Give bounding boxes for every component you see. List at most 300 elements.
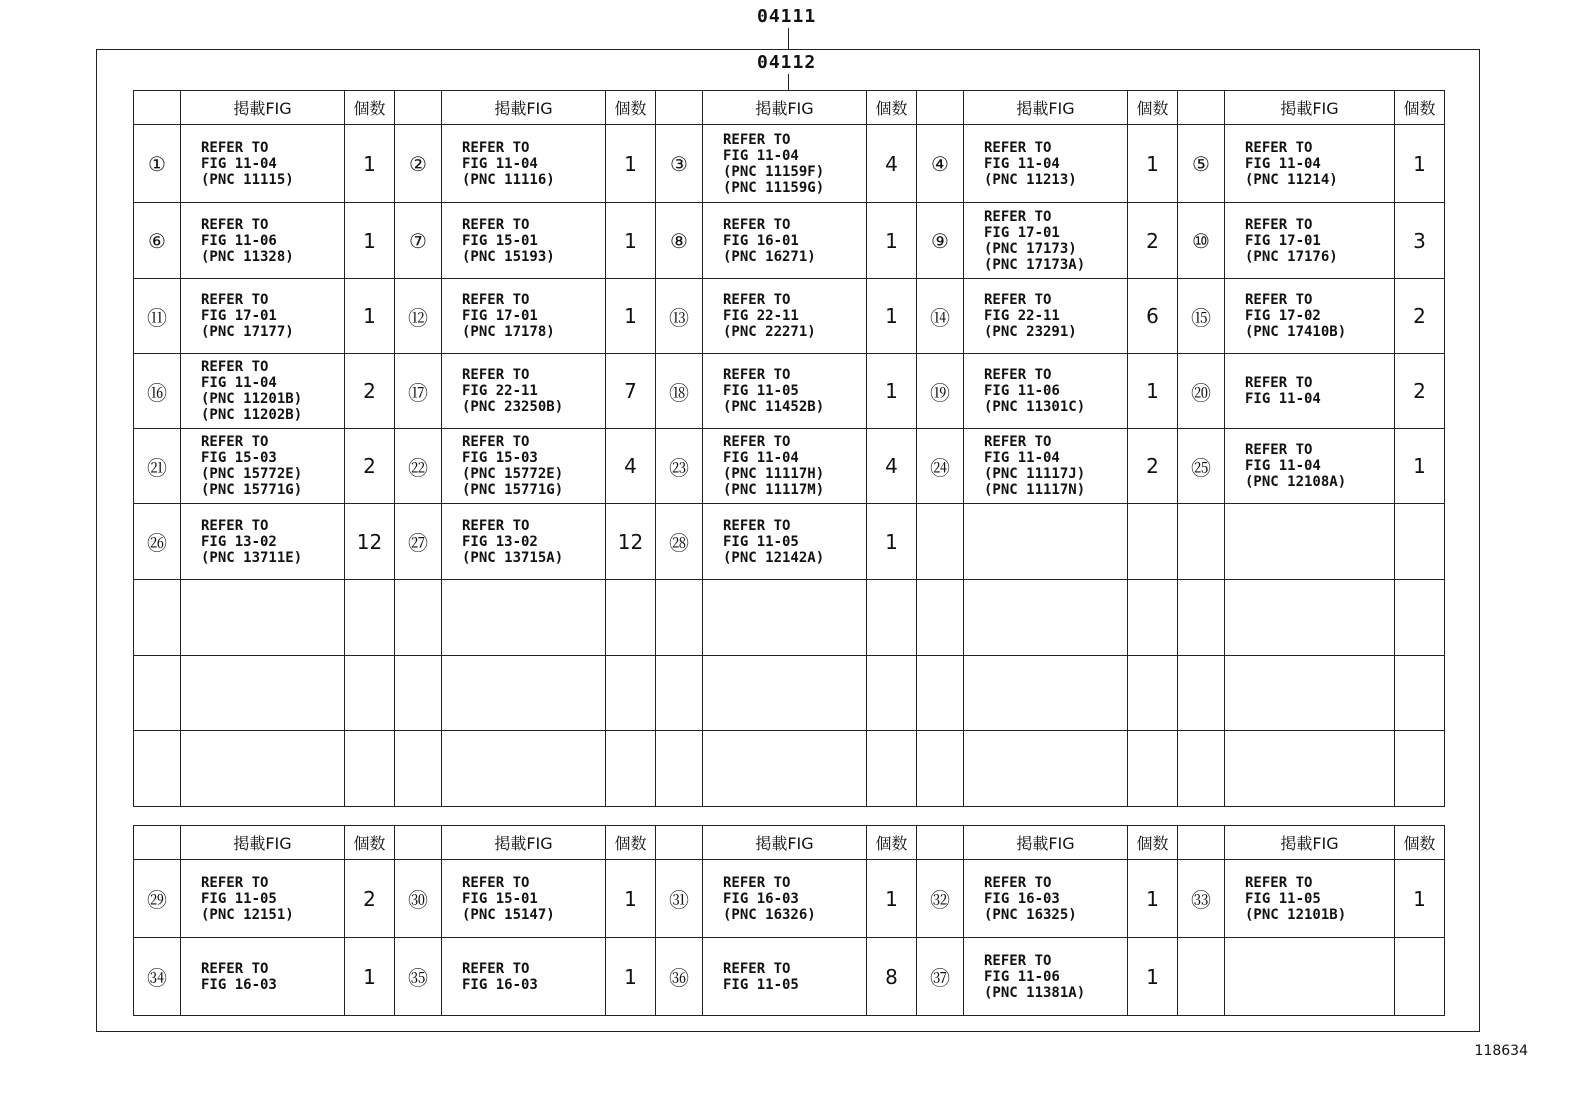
item-index: ①	[134, 125, 181, 203]
item-index	[134, 580, 181, 656]
fig-reference-line: REFER TO	[462, 874, 530, 891]
item-index: ⑫	[395, 279, 442, 354]
table-row	[134, 731, 1445, 807]
item-quantity: 1	[1128, 938, 1178, 1016]
item-index: ㉙	[134, 860, 181, 938]
header-fig: 掲載FIG	[964, 826, 1128, 860]
fig-reference	[703, 860, 867, 938]
item-quantity	[606, 656, 656, 731]
item-quantity	[345, 731, 395, 807]
item-quantity: 2	[1395, 279, 1445, 354]
fig-reference-line: FIG 11-06	[201, 232, 277, 249]
fig-reference	[181, 429, 345, 504]
item-index	[134, 656, 181, 731]
fig-reference	[1225, 354, 1395, 429]
fig-reference-line: FIG 11-06	[984, 383, 1060, 399]
item-index	[1178, 656, 1225, 731]
header-index-blank	[1178, 826, 1225, 860]
header-fig: 掲載FIG	[442, 91, 606, 125]
fig-reference-line: REFER TO	[201, 139, 269, 156]
fig-reference-line: FIG 11-04	[1245, 391, 1321, 407]
item-index	[917, 580, 964, 656]
fig-reference-line: REFER TO	[462, 517, 530, 534]
fig-reference-line: REFER TO	[984, 367, 1052, 383]
item-quantity	[1395, 504, 1445, 580]
header-index-blank	[395, 91, 442, 125]
outer-code-leader	[788, 28, 789, 49]
fig-reference	[1225, 860, 1395, 938]
fig-reference-line: FIG 17-01	[1245, 232, 1321, 249]
item-index: ㉑	[134, 429, 181, 504]
item-index: ⑥	[134, 203, 181, 279]
fig-reference	[181, 125, 345, 203]
item-index: ㉚	[395, 860, 442, 938]
fig-reference-line: REFER TO	[984, 952, 1052, 969]
fig-reference-line: FIG 22-11	[723, 308, 799, 324]
item-index	[1178, 580, 1225, 656]
fig-reference	[181, 731, 345, 807]
fig-reference-line: REFER TO	[723, 216, 791, 233]
fig-reference-line: REFER TO	[201, 216, 269, 233]
fig-reference-line: REFER TO	[201, 434, 269, 450]
fig-reference	[703, 731, 867, 807]
item-index: ㉕	[1178, 429, 1225, 504]
fig-reference	[442, 203, 606, 279]
fig-reference	[1225, 656, 1395, 731]
fig-reference-line: (PNC 23291)	[984, 324, 1077, 340]
fig-reference-line: FIG 11-05	[201, 890, 277, 907]
header-index-blank	[917, 826, 964, 860]
item-index: ⑨	[917, 203, 964, 279]
fig-reference	[703, 203, 867, 279]
fig-reference	[442, 125, 606, 203]
item-index: ㉛	[656, 860, 703, 938]
item-index: ㊲	[917, 938, 964, 1016]
fig-reference-line: REFER TO	[1245, 442, 1313, 458]
item-quantity: 4	[606, 429, 656, 504]
item-index: ④	[917, 125, 964, 203]
item-quantity: 1	[867, 279, 917, 354]
item-index	[656, 656, 703, 731]
item-quantity: 1	[867, 504, 917, 580]
item-index	[1178, 731, 1225, 807]
fig-reference	[181, 580, 345, 656]
item-index: ⑧	[656, 203, 703, 279]
fig-reference-line: (PNC 11301C)	[984, 399, 1086, 415]
item-index: ㉗	[395, 504, 442, 580]
item-quantity: 1	[345, 938, 395, 1016]
parts-table-lower	[133, 825, 1445, 1016]
fig-reference	[1225, 731, 1395, 807]
fig-reference-line: REFER TO	[201, 517, 269, 534]
fig-reference-line: FIG 16-03	[723, 890, 799, 907]
item-quantity	[1395, 731, 1445, 807]
fig-reference-line: REFER TO	[984, 139, 1052, 156]
parts-table-main	[133, 90, 1445, 807]
item-index: ㉞	[134, 938, 181, 1016]
fig-reference	[703, 504, 867, 580]
fig-reference	[442, 656, 606, 731]
item-quantity: 8	[867, 938, 917, 1016]
item-quantity	[1128, 731, 1178, 807]
fig-reference	[1225, 125, 1395, 203]
table-row	[134, 656, 1445, 731]
fig-reference-line: FIG 11-04	[201, 155, 277, 172]
item-quantity	[867, 580, 917, 656]
fig-reference-line: REFER TO	[984, 434, 1052, 450]
fig-reference-line: FIG 15-01	[462, 232, 538, 249]
fig-reference-line: FIG 11-04	[723, 147, 799, 164]
item-quantity: 2	[345, 429, 395, 504]
item-index: ⑳	[1178, 354, 1225, 429]
fig-reference-line: FIG 22-11	[462, 383, 538, 399]
item-index: ⑩	[1178, 203, 1225, 279]
header-fig: 掲載FIG	[181, 826, 345, 860]
fig-reference-line: FIG 11-05	[723, 976, 799, 993]
item-index	[917, 656, 964, 731]
fig-reference-line: FIG 16-01	[723, 232, 799, 249]
fig-reference	[181, 656, 345, 731]
item-quantity: 1	[1395, 429, 1445, 504]
item-index: ㉓	[656, 429, 703, 504]
item-index	[395, 580, 442, 656]
fig-reference-line: FIG 16-03	[201, 976, 277, 993]
inner-code-label: 04112	[757, 52, 817, 73]
fig-reference	[964, 938, 1128, 1016]
header-index-blank	[656, 91, 703, 125]
fig-reference	[1225, 429, 1395, 504]
fig-reference	[964, 125, 1128, 203]
item-index: ③	[656, 125, 703, 203]
fig-reference	[703, 656, 867, 731]
fig-reference-line: REFER TO	[462, 367, 530, 383]
header-fig: 掲載FIG	[1225, 91, 1395, 125]
fig-reference-line: REFER TO	[723, 874, 791, 891]
fig-reference	[181, 504, 345, 580]
header-index-blank	[656, 826, 703, 860]
item-index: ㉔	[917, 429, 964, 504]
fig-reference	[703, 938, 867, 1016]
item-quantity: 1	[345, 203, 395, 279]
fig-reference-line: (PNC 17178)	[462, 324, 555, 340]
header-qty: 個数	[1128, 826, 1178, 860]
fig-reference-line: REFER TO	[1245, 874, 1313, 891]
fig-reference-line: FIG 13-02	[201, 533, 277, 550]
item-quantity: 1	[606, 938, 656, 1016]
fig-reference	[964, 429, 1128, 504]
item-quantity: 1	[867, 860, 917, 938]
item-quantity: 12	[345, 504, 395, 580]
item-quantity: 2	[1395, 354, 1445, 429]
item-quantity: 1	[345, 279, 395, 354]
item-index	[917, 731, 964, 807]
table-row	[134, 354, 1445, 429]
fig-reference-line: (PNC 11117H)	[723, 466, 825, 482]
fig-reference-line: FIG 13-02	[462, 533, 538, 550]
item-quantity	[1128, 580, 1178, 656]
fig-reference-line: REFER TO	[201, 359, 269, 375]
fig-reference-line: REFER TO	[723, 434, 791, 450]
item-quantity	[1395, 938, 1445, 1016]
fig-reference	[1225, 580, 1395, 656]
header-qty: 個数	[345, 826, 395, 860]
header-index-blank	[134, 91, 181, 125]
item-index: ②	[395, 125, 442, 203]
fig-reference	[442, 860, 606, 938]
table-row	[134, 504, 1445, 580]
fig-reference-line: (PNC 12101B)	[1245, 906, 1347, 923]
fig-reference-line: (PNC 16325)	[984, 906, 1077, 923]
fig-reference-line: REFER TO	[462, 216, 530, 233]
item-index: ㉘	[656, 504, 703, 580]
fig-reference	[442, 354, 606, 429]
header-index-blank	[917, 91, 964, 125]
fig-reference-line: FIG 15-03	[462, 450, 538, 466]
fig-reference-line: FIG 11-04	[984, 155, 1060, 172]
header-index-blank	[395, 826, 442, 860]
fig-reference	[703, 354, 867, 429]
fig-reference-line: REFER TO	[723, 960, 791, 977]
item-quantity: 6	[1128, 279, 1178, 354]
fig-reference-line: REFER TO	[462, 139, 530, 156]
header-qty: 個数	[606, 91, 656, 125]
item-index: ㉒	[395, 429, 442, 504]
fig-reference	[442, 731, 606, 807]
header-qty: 個数	[867, 91, 917, 125]
fig-reference-line: (PNC 16271)	[723, 248, 816, 265]
table-row	[134, 429, 1445, 504]
fig-reference	[964, 279, 1128, 354]
item-quantity	[867, 731, 917, 807]
fig-reference	[703, 279, 867, 354]
fig-reference	[964, 580, 1128, 656]
fig-reference-line: REFER TO	[984, 292, 1052, 308]
fig-reference-line: REFER TO	[723, 131, 791, 148]
fig-reference	[964, 203, 1128, 279]
fig-reference-line: (PNC 11116)	[462, 171, 555, 188]
item-index	[1178, 504, 1225, 580]
item-quantity: 4	[867, 125, 917, 203]
fig-reference-line: REFER TO	[201, 292, 269, 308]
item-quantity	[867, 656, 917, 731]
item-quantity: 1	[1128, 125, 1178, 203]
item-quantity: 1	[867, 203, 917, 279]
fig-reference-line: (PNC 17173)	[984, 240, 1077, 257]
fig-reference-line: FIG 17-01	[462, 308, 538, 324]
fig-reference	[181, 354, 345, 429]
fig-reference	[442, 504, 606, 580]
fig-reference-line: FIG 11-06	[984, 968, 1060, 985]
fig-reference-line: FIG 17-02	[1245, 308, 1321, 324]
fig-reference	[181, 203, 345, 279]
header-qty: 個数	[1395, 826, 1445, 860]
fig-reference-line: (PNC 11202B)	[201, 407, 303, 423]
item-quantity: 1	[606, 860, 656, 938]
fig-reference-line: FIG 15-03	[201, 450, 277, 466]
fig-reference-line: REFER TO	[462, 960, 530, 977]
fig-reference-line: (PNC 22271)	[723, 324, 816, 340]
item-quantity: 1	[606, 279, 656, 354]
item-index: ⑤	[1178, 125, 1225, 203]
fig-reference-line: (PNC 23250B)	[462, 399, 564, 415]
item-quantity: 2	[345, 354, 395, 429]
item-quantity: 1	[1128, 354, 1178, 429]
fig-reference-line: (PNC 15193)	[462, 248, 555, 265]
item-quantity: 1	[345, 125, 395, 203]
item-index	[656, 580, 703, 656]
fig-reference-line: FIG 11-05	[1245, 890, 1321, 907]
header-fig: 掲載FIG	[964, 91, 1128, 125]
item-quantity: 2	[1128, 203, 1178, 279]
fig-reference-line: (PNC 17410B)	[1245, 324, 1347, 340]
table-row	[134, 203, 1445, 279]
fig-reference-line: FIG 17-01	[984, 224, 1060, 241]
fig-reference-line: (PNC 11117N)	[984, 482, 1086, 498]
table-row	[134, 860, 1445, 938]
item-index: ㉜	[917, 860, 964, 938]
header-qty: 個数	[345, 91, 395, 125]
fig-reference	[181, 279, 345, 354]
item-index: ⑬	[656, 279, 703, 354]
fig-reference-line: REFER TO	[462, 434, 530, 450]
fig-reference	[442, 279, 606, 354]
header-fig: 掲載FIG	[442, 826, 606, 860]
fig-reference-line: REFER TO	[1245, 292, 1313, 308]
fig-reference-line: (PNC 11213)	[984, 171, 1077, 188]
table-row	[134, 279, 1445, 354]
fig-reference-line: (PNC 13711E)	[201, 549, 303, 566]
item-index: ㉖	[134, 504, 181, 580]
item-index: ⑰	[395, 354, 442, 429]
item-quantity	[345, 656, 395, 731]
fig-reference	[964, 504, 1128, 580]
fig-reference-line: FIG 16-03	[984, 890, 1060, 907]
fig-reference-line: (PNC 11115)	[201, 171, 294, 188]
item-quantity: 2	[345, 860, 395, 938]
item-index: ⑯	[134, 354, 181, 429]
item-quantity	[606, 580, 656, 656]
item-quantity: 1	[606, 203, 656, 279]
fig-reference-line: (PNC 11214)	[1245, 171, 1338, 188]
drawing-number: 118634	[1474, 1043, 1528, 1059]
fig-reference-line: REFER TO	[723, 517, 791, 534]
fig-reference-line: FIG 22-11	[984, 308, 1060, 324]
fig-reference-line: FIG 17-01	[201, 308, 277, 324]
header-fig: 掲載FIG	[181, 91, 345, 125]
fig-reference	[703, 125, 867, 203]
fig-reference	[1225, 938, 1395, 1016]
fig-reference-line: FIG 11-04	[1245, 155, 1321, 172]
fig-reference	[181, 938, 345, 1016]
fig-reference-line: FIG 11-04	[201, 375, 277, 391]
header-qty: 個数	[606, 826, 656, 860]
fig-reference-line: FIG 11-05	[723, 383, 799, 399]
fig-reference-line: (PNC 16326)	[723, 906, 816, 923]
fig-reference-line: (PNC 13715A)	[462, 549, 564, 566]
fig-reference-line: (PNC 11381A)	[984, 984, 1086, 1001]
fig-reference-line: REFER TO	[984, 208, 1052, 225]
item-quantity	[1128, 656, 1178, 731]
fig-reference-line: (PNC 17177)	[201, 324, 294, 340]
fig-reference	[442, 429, 606, 504]
fig-reference-line: (PNC 11201B)	[201, 391, 303, 407]
fig-reference-line: (PNC 15147)	[462, 906, 555, 923]
item-index: ⑲	[917, 354, 964, 429]
fig-reference-line: FIG 11-04	[1245, 458, 1321, 474]
item-index: ⑦	[395, 203, 442, 279]
header-qty: 個数	[1395, 91, 1445, 125]
item-quantity: 1	[1128, 860, 1178, 938]
fig-reference-line: (PNC 11159G)	[723, 179, 825, 196]
fig-reference	[1225, 504, 1395, 580]
item-index	[917, 504, 964, 580]
fig-reference-line: REFER TO	[201, 960, 269, 977]
inner-code-leader	[788, 74, 789, 90]
table-row	[134, 125, 1445, 203]
fig-reference	[442, 580, 606, 656]
item-quantity: 12	[606, 504, 656, 580]
fig-reference-line: (PNC 17176)	[1245, 248, 1338, 265]
fig-reference	[1225, 279, 1395, 354]
fig-reference-line: (PNC 11117M)	[723, 482, 825, 498]
item-quantity	[345, 580, 395, 656]
item-quantity	[1395, 656, 1445, 731]
fig-reference-line: REFER TO	[984, 874, 1052, 891]
fig-reference	[703, 580, 867, 656]
item-index: ㉝	[1178, 860, 1225, 938]
item-quantity: 2	[1128, 429, 1178, 504]
item-quantity: 1	[1395, 125, 1445, 203]
fig-reference	[964, 354, 1128, 429]
fig-reference	[964, 656, 1128, 731]
fig-reference-line: (PNC 12142A)	[723, 549, 825, 566]
item-quantity	[1128, 504, 1178, 580]
header-qty: 個数	[867, 826, 917, 860]
fig-reference-line: FIG 11-05	[723, 533, 799, 550]
header-index-blank	[134, 826, 181, 860]
item-quantity: 1	[1395, 860, 1445, 938]
table-row	[134, 580, 1445, 656]
item-index: ⑱	[656, 354, 703, 429]
fig-reference-line: REFER TO	[723, 367, 791, 383]
table-row	[134, 938, 1445, 1016]
fig-reference-line: (PNC 11328)	[201, 248, 294, 265]
fig-reference	[964, 731, 1128, 807]
fig-reference-line: (PNC 15772E)	[201, 466, 303, 482]
fig-reference-line: (PNC 12108A)	[1245, 474, 1347, 490]
header-fig: 掲載FIG	[703, 91, 867, 125]
item-index: ㉟	[395, 938, 442, 1016]
header-qty: 個数	[1128, 91, 1178, 125]
fig-reference-line: REFER TO	[201, 874, 269, 891]
fig-reference-line: REFER TO	[462, 292, 530, 308]
fig-reference	[1225, 203, 1395, 279]
fig-reference	[703, 429, 867, 504]
fig-reference	[964, 860, 1128, 938]
item-quantity: 7	[606, 354, 656, 429]
fig-reference-line: FIG 16-03	[462, 976, 538, 993]
fig-reference-line: REFER TO	[1245, 139, 1313, 156]
outer-code-label: 04111	[757, 6, 817, 27]
item-quantity: 1	[867, 354, 917, 429]
item-quantity: 3	[1395, 203, 1445, 279]
item-index	[395, 656, 442, 731]
fig-reference	[181, 860, 345, 938]
item-index	[395, 731, 442, 807]
item-index	[134, 731, 181, 807]
fig-reference-line: FIG 15-01	[462, 890, 538, 907]
fig-reference-line: FIG 11-04	[462, 155, 538, 172]
